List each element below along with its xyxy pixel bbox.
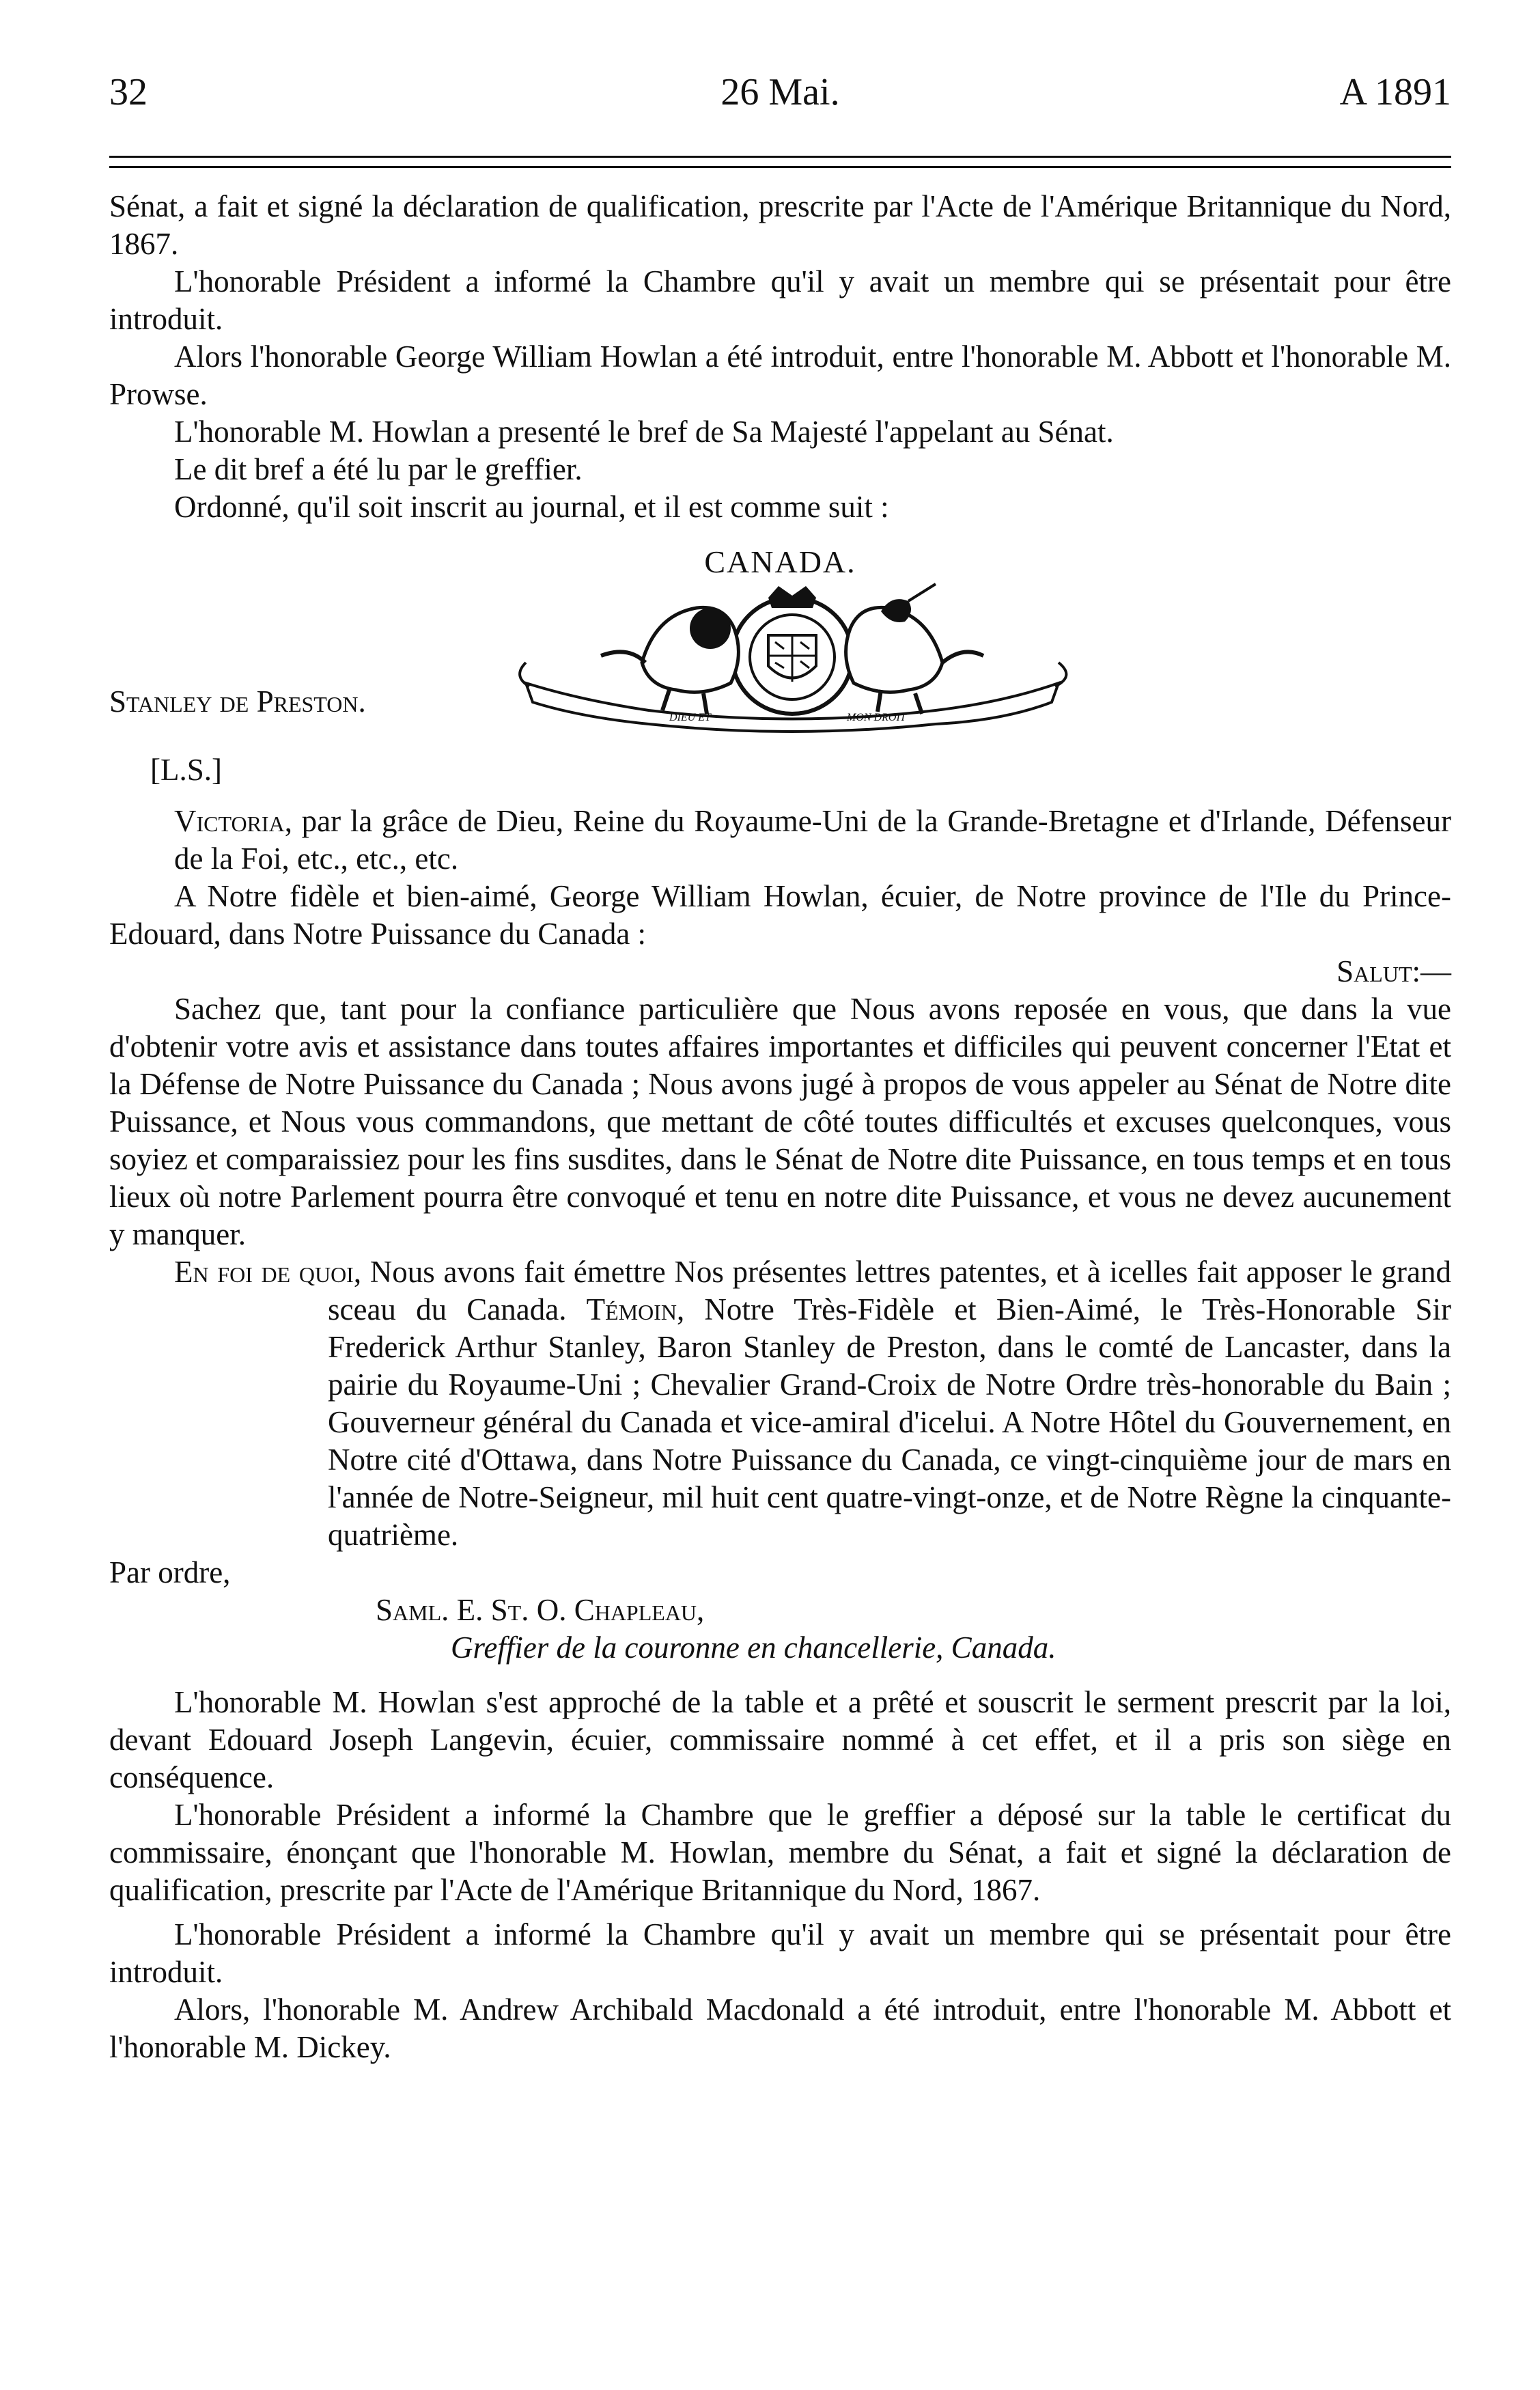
paragraph: Le dit bref a été lu par le greffier. [174,452,583,486]
paragraph: L'honorable M. Howlan s'est approché de la table et a prêté et souscrit le serment prescrit par la loi, devant Edouard Joseph Langevin, écuier, commissaire nommé à cet effet, et il a pris son siège en conséquence. [109,1685,1451,1794]
paragraph-continuation: Sénat, a fait et signé la déclaration de qualification, prescrite par l'Acte de l'Amérique Britannique du Nord, 1867. [109,189,1451,261]
par-ordre: Par ordre, [109,1555,231,1589]
salut: Salut:— [1336,954,1451,988]
sachez-paragraph: Sachez que, tant pour la confiance particulière que Nous avons reposée en vous, que dans la vue d'obtenir votre avis et assistance dans toutes affaires importantes et difficiles qui peuvent concerner l'Etat et la Défense de Notre Puissance du Canada ; Nous avons jugé à propos de vous appeler au Sénat de Notre dite Puissance, et Nous vous commandons, que mettant de côté toutes difficultés et excuses quelconques, vous soyiez et comparaissiez pour les fins susdites, dans le Sénat de Notre dite Puissance, en tous temps et en tous lieux où notre Parlement pourra être convoqué et tenu en notre dite Puissance, et vous ne devez aucunement y manquer. [109,992,1451,1251]
royal-coat-of-arms-icon [499,581,1086,738]
document-body [109,188,1451,2066]
paragraph: L'honorable M. Howlan a presenté le bref de Sa Majesté l'appelant au Sénat. [174,415,1114,449]
address-paragraph: A Notre fidèle et bien-aimé, George William Howlan, écuier, de Notre province de l'Ile du Prince-Edouard, dans Notre Puissance du Canada : [109,879,1451,951]
running-header [109,68,1451,116]
en-foi-text-1: , Nous avons fait émettre Nos présentes lettres patentes, et à icelles fait apposer le grand sceau du Canada. [328,1255,1451,1326]
header-rule-bottom [109,166,1451,168]
crest-row [109,581,1451,745]
paragraph: Alors l'honorable George William Howlan a été introduit, entre l'honorable M. Abbott et l'honorable M. Prowse. [109,339,1451,411]
motto-left: DIEU ET [669,712,711,723]
victoria-text: , par la grâce de Dieu, Reine du Royaume-Uni de la Grande-Bretagne et d'Irlande, Défenseur de la Foi, etc., etc., etc. [174,804,1451,876]
paragraph: L'honorable Président a informé la Chambre que le greffier a déposé sur la table le certificat du commissaire, énonçant que l'honorable M. Howlan, membre du Sénat, a fait et signé la déclaration de qualification, prescrite par l'Acte de l'Amérique Britannique du Nord, 1867. [109,1798,1451,1907]
canada-heading: CANADA. [704,544,856,579]
header-page-number: 32 [109,71,148,113]
victoria-paragraph [109,803,1451,878]
en-foi-head: En foi de quoi [174,1255,354,1289]
signature-block [376,1592,1451,1667]
paragraph: Alors, l'honorable M. Andrew Archibald Macdonald a été introduit, entre l'honorable M. Abbott et l'honorable M. Dickey. [109,1992,1451,2064]
header-year: A 1891 [1339,71,1451,113]
temoin: Témoin [586,1292,677,1326]
signatory-name: Stanley de Preston. [109,684,366,719]
document-page [109,68,1451,2064]
header-rule-top [109,156,1451,158]
victoria-name: Victoria [174,804,285,838]
seal-mark: [L.S.] [150,753,222,787]
greffier-title: Greffier de la couronne en chancellerie, Canada. [451,1630,1056,1665]
en-foi-paragraph [109,1253,1451,1554]
paragraph: Ordonné, qu'il soit inscrit au journal, et il est comme suit : [174,490,889,524]
paragraph: L'honorable Président a informé la Chambre qu'il y avait un membre qui se présentait pour être introduit. [109,1917,1451,1989]
chapleau-name: Saml. E. St. O. Chapleau, [376,1593,705,1627]
en-foi-text-2: , Notre Très-Fidèle et Bien-Aimé, le Très-Honorable Sir Frederick Arthur Stanley, Baron Stanley de Preston, dans le comté de Lancaster, dans la pairie du Royaume-Uni ; Chevalier Grand-Croix de Notre Ordre très-honorable du Bain ; Gouverneur général du Canada et vice-amiral d'icelui. A Notre Hôtel du Gouvernement, en Notre cité d'Ottawa, dans Notre Puissance du Canada, ce vingt-cinquième jour de mars en l'année de Notre-Seigneur, mil huit cent quatre-vingt-onze, et de Notre Règne la cinquante-quatrième. [328,1292,1451,1552]
paragraph: L'honorable Président a informé la Chambre qu'il y avait un membre qui se présentait pour être introduit. [109,264,1451,336]
header-date: 26 Mai. [720,71,840,113]
motto-right: MON DROIT [847,712,906,723]
